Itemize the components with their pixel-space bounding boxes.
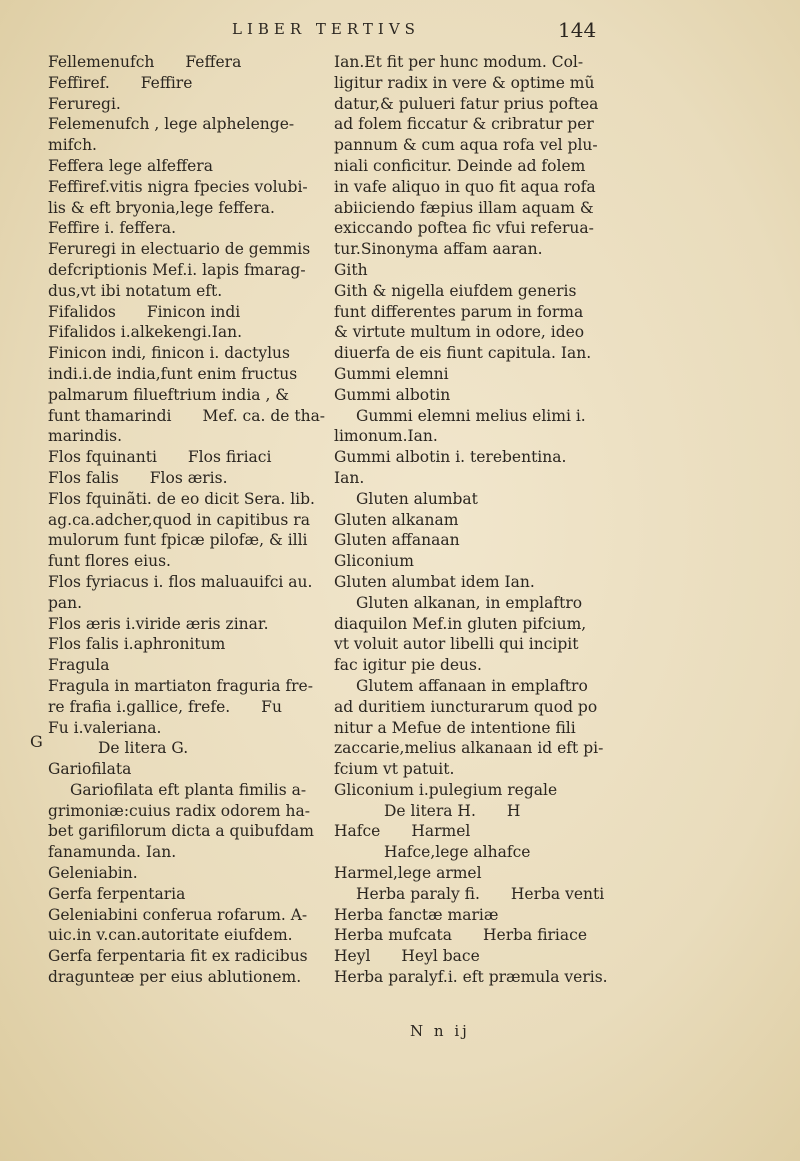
left-column-line: Felemenufch , lege alphelenge- xyxy=(48,115,295,134)
left-column-line: Feffera lege alfeffera xyxy=(48,156,213,175)
right-column-line: Gummi elemni melius elimi i. xyxy=(356,406,586,425)
margin-letter: G xyxy=(30,732,43,751)
right-column-line: diuerfa de eis fiunt capitula. Ian. xyxy=(334,344,592,363)
left-column-line: Gariofilata eft planta fimilis a- xyxy=(70,780,307,799)
right-column xyxy=(334,52,740,988)
right-column-line: Herba fanctæ mariæ xyxy=(334,905,499,924)
left-column-line: Geleniabin. xyxy=(48,864,138,883)
right-column-line: Gluten alumbat xyxy=(356,489,478,508)
left-column-line: Flos falis i.aphronitum xyxy=(48,635,226,654)
left-column-line: fanamunda. Ian. xyxy=(48,843,177,862)
right-column-line: & virtute multum in odore, ideo xyxy=(334,323,585,342)
folio-number: 144 xyxy=(558,18,597,42)
left-column-line: Fragula in martiaton fraguria fre- xyxy=(48,676,313,695)
right-column-line: Herba paraly fi. Herba venti xyxy=(356,884,605,903)
left-column-line: Fragula xyxy=(48,656,110,675)
signature-mark: N n ij xyxy=(410,1022,470,1040)
left-column-line: Fifalidos i.alkekengi.Ian. xyxy=(48,323,243,342)
right-column-line: pannum & cum aqua rofa vel plu- xyxy=(334,136,598,155)
left-column-line: grimoniæ:cuius radix odorem ha- xyxy=(48,801,310,820)
left-column-line: Fellemenufch Feffera xyxy=(48,53,242,71)
left-column-line: uic.in v.can.autoritate eiufdem. xyxy=(48,926,293,945)
right-column-line: tur.Sinonyma affam aaran. xyxy=(334,240,543,259)
right-column-line: Gliconium xyxy=(334,552,414,571)
right-column-line: Gummi albotin xyxy=(334,385,451,404)
right-column-line: in vafe aliquo in quo fit aqua rofa xyxy=(334,177,596,196)
left-column-line: mifch. xyxy=(48,136,97,155)
right-column-line: Hafce,lege alhafce xyxy=(384,843,531,862)
right-column-line: Gluten alkanan, in emplaftro xyxy=(356,593,583,612)
left-column-line: Feruregi in electuario de gemmis xyxy=(48,240,311,259)
right-column-line: Gith xyxy=(334,260,368,279)
right-column-line: Gith & nigella eiufdem generis xyxy=(334,281,577,300)
left-column-line: Feruregi. xyxy=(48,94,121,113)
left-column-line: Geleniabini conferua rofarum. A- xyxy=(48,905,308,924)
left-column-line: Flos falis Flos æris. xyxy=(48,468,228,487)
left-column-line: mulorum funt fpicæ pilofæ, & illi xyxy=(48,531,308,550)
left-column xyxy=(48,52,326,988)
right-column-line: ligitur radix in vere & optime mũ xyxy=(334,73,595,92)
left-column-line: Fu i.valeriana. xyxy=(48,718,162,737)
left-column-line: Flos æris i.viride æris zinar. xyxy=(48,614,269,633)
left-column-line: funt flores eius. xyxy=(48,552,171,571)
right-column-line: Gluten alkanam xyxy=(334,510,459,529)
left-column-line: re frafia i.gallice, frefe. Fu xyxy=(48,697,282,716)
left-column-line: Flos fquinanti Flos firiaci xyxy=(48,448,272,467)
left-column-line: defcriptionis Mef.i. lapis fmarag- xyxy=(48,260,306,279)
right-column-line: diaquilon Mef.in gluten pifcium, xyxy=(334,614,587,633)
left-column-line: pan. xyxy=(48,593,83,612)
right-column-line: Gummi albotin i. terebentina. xyxy=(334,448,567,467)
right-column-line: Ian.Et fit per hunc modum. Col- xyxy=(334,53,584,71)
left-column-line: Gerfa ferpentaria xyxy=(48,884,186,903)
right-column-line: datur,& pulueri fatur prius poftea xyxy=(334,94,599,113)
left-column-line: dus,vt ibi notatum eft. xyxy=(48,281,223,300)
left-column-line: Flos fquinãti. de eo dicit Sera. lib. xyxy=(48,489,315,508)
left-column-line: Gariofilata xyxy=(48,760,132,779)
right-column-line: funt differentes parum in forma xyxy=(334,302,584,321)
right-column-line: nitur a Mefue de intentione fili xyxy=(334,718,576,737)
left-column-line: palmarum filueftrium india , & xyxy=(48,385,290,404)
left-column-line: Feffire i. feffera. xyxy=(48,219,177,238)
left-column-line: Finicon indi, finicon i. dactylus xyxy=(48,344,290,363)
right-column-line: Harmel,lege armel xyxy=(334,864,482,883)
right-column-line: Glutem affanaan in emplaftro xyxy=(356,676,588,695)
right-column-line: fac igitur pie deus. xyxy=(334,656,482,675)
left-column-line: Gerfa ferpentaria fit ex radicibus xyxy=(48,947,308,966)
left-column-line: Fifalidos Finicon indi xyxy=(48,302,241,321)
right-column-line: fcium vt patuit. xyxy=(334,760,455,779)
right-column-line: Gliconium i.pulegium regale xyxy=(334,780,558,799)
right-column-line: De litera H. H xyxy=(384,801,521,820)
left-column-line: dragunteæ per eius ablutionem. xyxy=(48,968,302,987)
right-column-line: zaccarie,melius alkanaan id eft pi- xyxy=(334,739,604,758)
right-column-line: Herba mufcata Herba firiace xyxy=(334,926,587,945)
right-column-line: vt voluit autor libelli qui incipit xyxy=(334,635,579,654)
right-column-line: limonum.Ian. xyxy=(334,427,438,446)
right-column-line: Gluten alumbat idem Ian. xyxy=(334,572,535,591)
right-column-line: Gummi elemni xyxy=(334,364,449,383)
left-column-line: indi.i.de india,funt enim fructus xyxy=(48,364,298,383)
left-column-line: funt thamarindi Mef. ca. de tha- xyxy=(48,406,326,425)
left-column-line: lis & eft bryonia,lege feffera. xyxy=(48,198,275,217)
left-column-line: Flos fyriacus i. flos maluauifci au. xyxy=(48,572,313,591)
left-column-line: bet garifilorum dicta a quibufdam xyxy=(48,822,314,841)
left-column-line: marindis. xyxy=(48,427,123,446)
right-column-line: Ian. xyxy=(334,468,365,487)
right-column-line: exiccando poftea fic vfui referua- xyxy=(334,219,594,238)
left-column-line: Feffiref. Feffire xyxy=(48,73,193,92)
right-column-line: Hafce Harmel xyxy=(334,822,471,841)
left-column-line: Feffiref.vitis nigra fpecies volubi- xyxy=(48,177,308,196)
left-column-line: ag.ca.adcher,quod in capitibus ra xyxy=(48,510,310,529)
right-column-line: Heyl Heyl bace xyxy=(334,947,480,966)
right-column-line: ad folem ficcatur & cribratur per xyxy=(334,115,594,134)
right-column-line: niali conficitur. Deinde ad folem xyxy=(334,156,586,175)
right-column-line: Herba paralyf.i. eft præmula veris. xyxy=(334,968,608,987)
right-column-line: Gluten affanaan xyxy=(334,531,460,550)
running-head: LIBER TERTIVS xyxy=(232,20,420,38)
left-column-line: De litera G. xyxy=(98,739,189,758)
page-header xyxy=(0,18,800,50)
right-column-line: ad duritiem iuncturarum quod po xyxy=(334,697,598,716)
right-column-line: abiiciendo fæpius illam aquam & xyxy=(334,198,594,217)
